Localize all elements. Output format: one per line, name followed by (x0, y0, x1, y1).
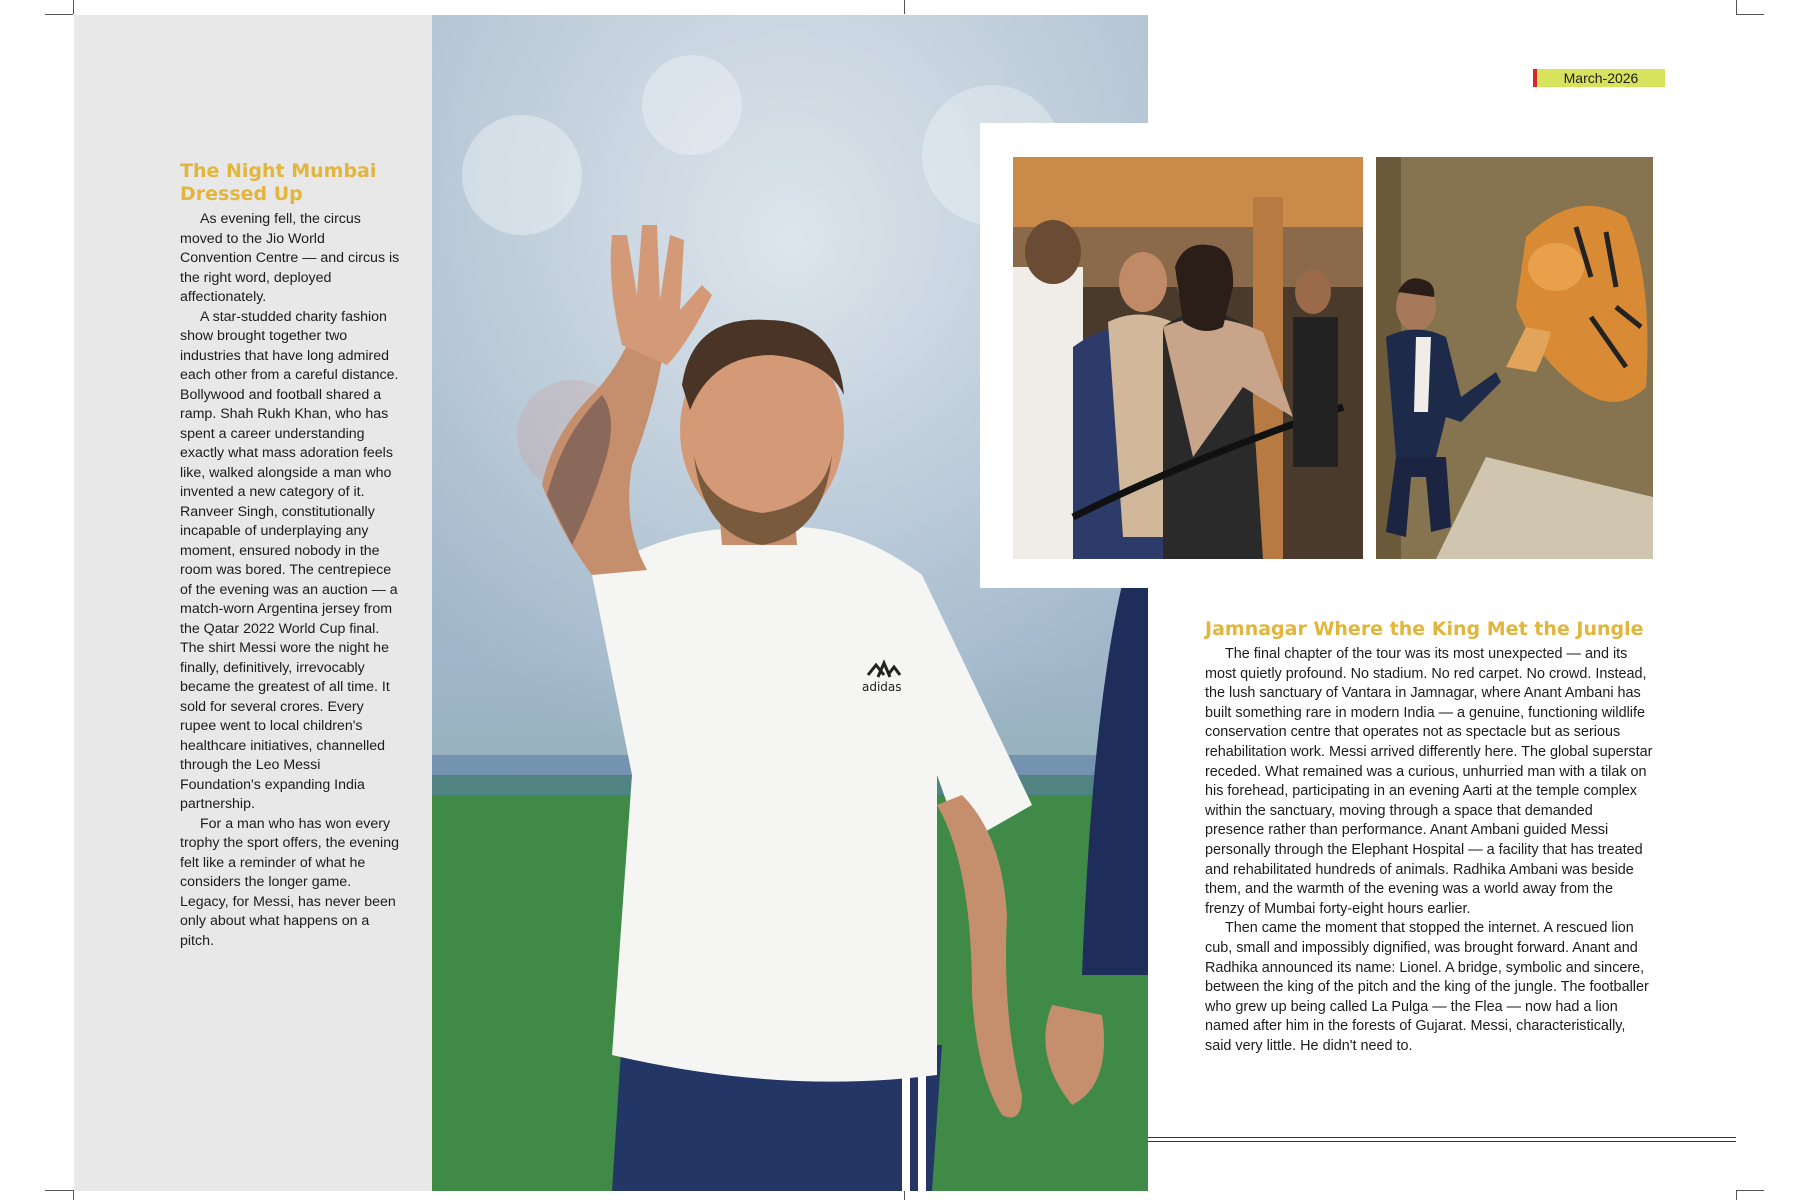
crop-mark (904, 1190, 905, 1200)
section-headline-left: The Night Mumbai Dressed Up (180, 160, 377, 205)
photo-tiger-illustration (1376, 157, 1653, 559)
crop-mark (73, 0, 74, 14)
article-column-right (1205, 618, 1655, 1056)
crop-mark (1736, 1190, 1764, 1191)
paragraph: A star-studded charity fashion show brought together two industries that have long admired each other from a careful distance. Bollywood and football shared a ramp. Shah Rukh Khan, who has spent a career understanding exactly what mass adoration feels like, walked alongside a man who invented a new category of it. Ranveer Singh, constitutionally incapable of underplaying any moment, ensured nobody in the room was bored. The centrepiece of the evening was an auction — a match-worn Argentina jersey from the Qatar 2022 World Cup final. The shirt Messi wore the night he finally, definitively, irrevocably became the greatest of all time. It sold for several crores. Every rupee went to local children's healthcare initiatives, channelled through the Leo Messi Foundation's expanding India partnership. (180, 308, 399, 812)
crop-mark (45, 1190, 73, 1191)
crop-mark (73, 1190, 74, 1200)
article-body-right (1205, 645, 1655, 1056)
crop-mark (1736, 0, 1737, 14)
article-body-left (180, 210, 400, 951)
paragraph: Then came the moment that stopped the internet. A rescued lion cub, small and impossibly dignified, was brought forward. Anant and Radhika announced its name: Lionel. A bridge, symbolic and sincere, between the king of the pitch and the king of the jungle. The footballer who grew up being called La Pulga — the Flea — now had a lion named after him in the forests of Gujarat. Messi, characteristically, said very little. He didn't need to. (1205, 920, 1649, 1054)
photo-group-illustration (1013, 157, 1363, 559)
crop-mark (45, 14, 73, 15)
section-headline-right: Jamnagar Where the King Met the Jungle (1205, 618, 1644, 640)
crop-mark (1736, 1190, 1737, 1200)
article-column-left (180, 160, 400, 951)
photo-tiger-encounter (1376, 157, 1653, 559)
photo-group-visit (1013, 157, 1363, 559)
footer-rule (1148, 1137, 1736, 1142)
paragraph: As evening fell, the circus moved to the Jio World Convention Centre — and circus is the right word, deployed affectionately. (180, 211, 400, 305)
paragraph: For a man who has won every trophy the sport offers, the evening felt like a reminder of what he considers the longer game. Legacy, for Messi, has never been only about what happens on a pitch. (180, 815, 399, 949)
crop-mark (1736, 14, 1764, 15)
issue-date-tag: March-2026 (1533, 69, 1665, 87)
crop-mark (904, 0, 905, 14)
paragraph: The final chapter of the tour was its most unexpected — and its most quietly profound. No stadium. No red carpet. No crowd. Instead, the lush sanctuary of Vantara in Jamnagar, where Anant Ambani has built something rare in modern India — a genuine, functioning wildlife conservation centre that operates not as spectacle but as serious rehabilitation work. Messi arrived differently here. The global superstar receded. What remained was a curious, unhurried man with a tilak on his forehead, participating in an evening Aarti at the temple complex within the sanctuary, moving through a space that demanded presence rather than performance. Anant Ambani guided Messi personally through the Elephant Hospital — a facility that has treated and rehabilitated hundreds of animals. Radhika Ambani was beside them, and the warmth of the evening was a world away from the frenzy of Mumbai forty-eight hours earlier. (1205, 646, 1653, 917)
shirt-logo: adidas (862, 680, 902, 694)
